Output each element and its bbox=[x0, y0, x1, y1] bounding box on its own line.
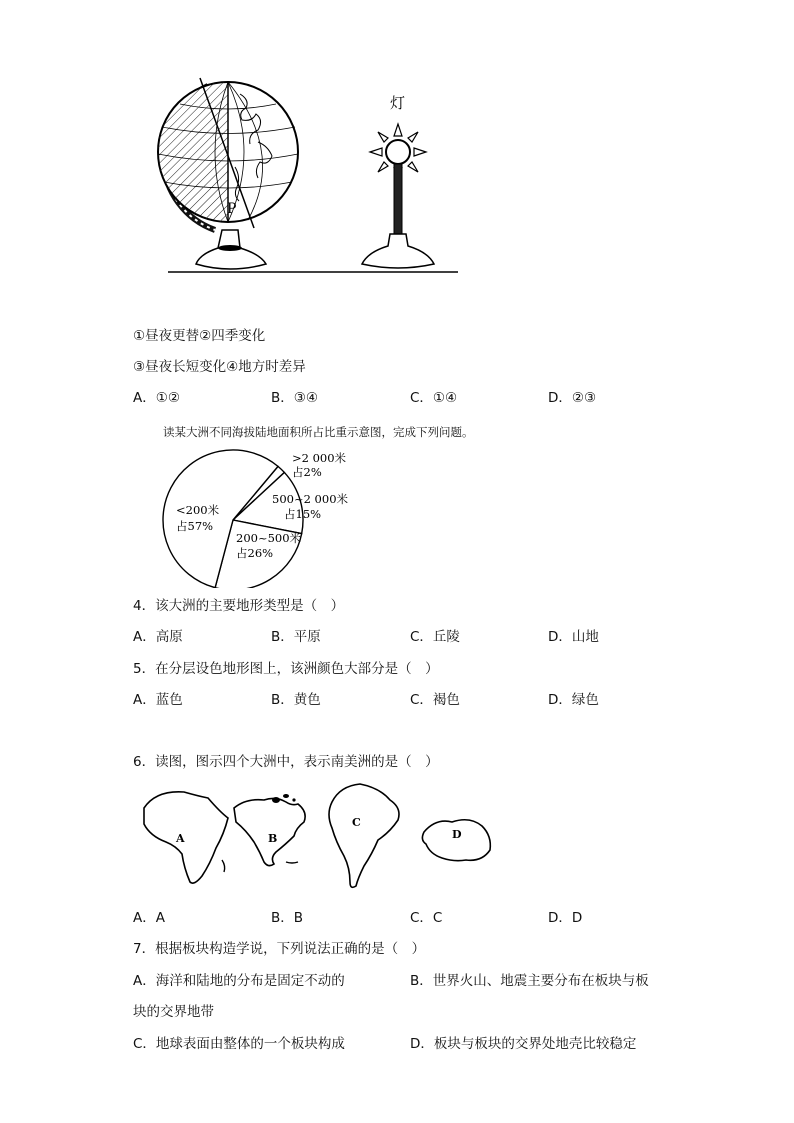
lamp-label: 灯 bbox=[390, 94, 406, 112]
q6-option-d: D．D bbox=[548, 910, 583, 926]
continents-figure bbox=[136, 778, 506, 898]
lamp-base bbox=[362, 234, 434, 268]
q4-option-a: A．高原 bbox=[133, 629, 183, 645]
globe-lamp-figure bbox=[140, 72, 470, 282]
pie-label-200-500: 200~500米 bbox=[236, 531, 302, 545]
pie-value-200-500: 占26% bbox=[236, 546, 274, 560]
statement-line-1: ①昼夜更替②四季变化 bbox=[133, 328, 266, 344]
q6-stem: 6．读图，图示四个大洲中，表示南美洲的是（ ） bbox=[133, 754, 439, 770]
q5-stem: 5．在分层设色地形图上，该洲颜色大部分是（ ） bbox=[133, 661, 439, 677]
continent-a-shape bbox=[144, 792, 228, 883]
q4-stem: 4．该大洲的主要地形类型是（ ） bbox=[133, 598, 345, 614]
continent-c-shape bbox=[329, 784, 399, 887]
pie-label-lt200: <200米 bbox=[176, 503, 220, 517]
q7-option-c: C．地球表面由整体的一个板块构成 bbox=[133, 1036, 345, 1052]
pie-label-500-2000: 500~2 000米 bbox=[272, 492, 349, 506]
q3-option-a: A．①② bbox=[133, 390, 180, 406]
point-p-label: P bbox=[227, 201, 237, 217]
pie-value-lt200: 占57% bbox=[176, 519, 214, 533]
map-label-a: A bbox=[176, 832, 185, 845]
q6-option-b: B．B bbox=[271, 910, 304, 926]
q5-option-b: B．黄色 bbox=[271, 692, 321, 708]
pie-chart bbox=[150, 448, 360, 588]
q7-option-b: B．世界火山、地震主要分布在板块与板 bbox=[410, 973, 649, 989]
q5-option-a: A．蓝色 bbox=[133, 692, 183, 708]
pie-value-gt2000: 占2% bbox=[292, 465, 322, 479]
pie-label-gt2000: >2 000米 bbox=[292, 451, 347, 465]
q5-option-d: D．绿色 bbox=[548, 692, 599, 708]
q3-option-c: C．①④ bbox=[410, 390, 458, 406]
map-label-c: C bbox=[352, 816, 361, 829]
lamp-pole bbox=[394, 164, 402, 234]
pie-caption: 读某大洲不同海拔陆地面积所占比重示意图，完成下列问题。 bbox=[163, 425, 474, 439]
q7-option-a: A．海洋和陆地的分布是固定不动的 bbox=[133, 973, 345, 989]
q7-option-b-cont: 块的交界地带 bbox=[133, 1004, 214, 1020]
q4-option-b: B．平原 bbox=[271, 629, 321, 645]
q4-option-d: D．山地 bbox=[548, 629, 599, 645]
night-side bbox=[158, 82, 228, 222]
q3-option-b: B．③④ bbox=[271, 390, 318, 406]
statement-line-2: ③昼夜长短变化④地方时差异 bbox=[133, 359, 306, 375]
q7-option-d: D．板块与板块的交界处地壳比较稳定 bbox=[410, 1036, 637, 1052]
q4-option-c: C．丘陵 bbox=[410, 629, 460, 645]
pie-value-500-2000: 占15% bbox=[284, 507, 322, 521]
q5-option-c: C．褐色 bbox=[410, 692, 460, 708]
q3-option-d: D．②③ bbox=[548, 390, 597, 406]
q7-stem: 7．根据板块构造学说，下列说法正确的是（ ） bbox=[133, 941, 426, 957]
q6-option-c: C．C bbox=[410, 910, 443, 926]
q6-option-a: A．A bbox=[133, 910, 165, 926]
map-label-d: D bbox=[452, 828, 462, 841]
map-label-b: B bbox=[268, 832, 278, 845]
